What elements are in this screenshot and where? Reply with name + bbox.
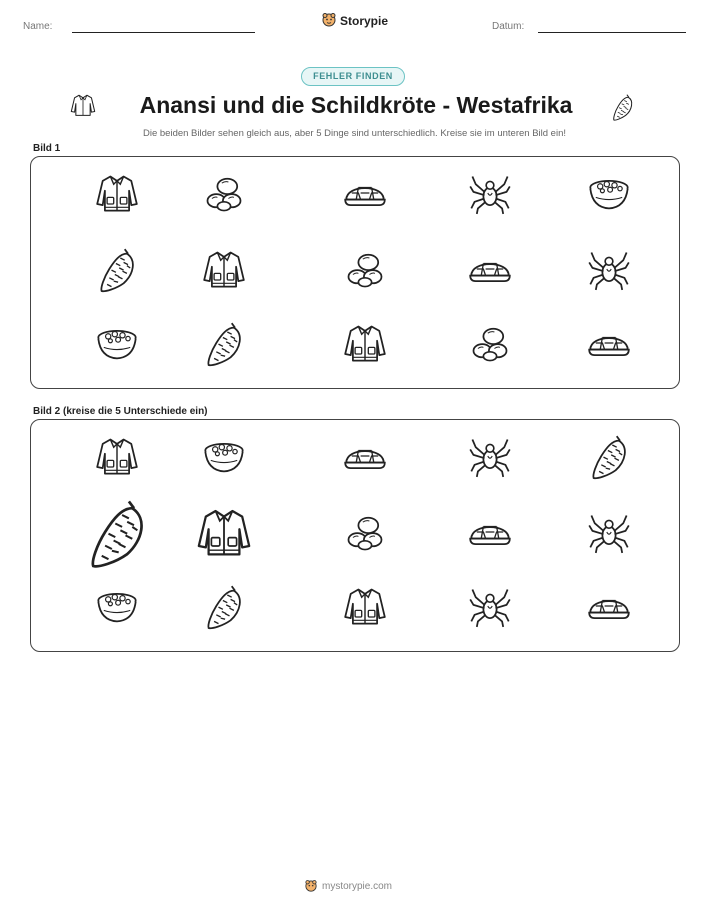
pinecone-icon[interactable]	[202, 584, 246, 628]
jacket-icon	[70, 92, 96, 123]
turtle-shell-icon[interactable]	[343, 171, 387, 215]
brand-logo	[322, 13, 388, 28]
pinecone-icon[interactable]	[95, 247, 139, 291]
jacket-icon[interactable]	[95, 434, 139, 478]
spider-icon[interactable]	[587, 247, 631, 291]
storypie-mascot-icon	[322, 13, 336, 28]
spider-icon[interactable]	[468, 171, 512, 215]
turtle-shell-icon[interactable]	[587, 321, 631, 365]
stones-icon[interactable]	[202, 171, 246, 215]
picture1-panel[interactable]	[30, 156, 680, 389]
stew-bowl-icon[interactable]	[95, 584, 139, 628]
pinecone-icon[interactable]	[202, 321, 246, 365]
brand-name: Storypie	[340, 13, 389, 28]
stew-bowl-icon[interactable]	[202, 434, 246, 478]
picture1-label: Bild 1	[33, 143, 61, 154]
turtle-shell-icon[interactable]	[343, 434, 387, 478]
jacket-icon[interactable]	[343, 584, 387, 628]
footer-url: mystorypie.com	[322, 881, 393, 892]
stew-bowl-icon[interactable]	[95, 321, 139, 365]
stones-icon[interactable]	[468, 321, 512, 365]
stones-icon[interactable]	[343, 510, 387, 554]
stones-icon[interactable]	[343, 247, 387, 291]
jacket-icon[interactable]	[202, 247, 246, 291]
stew-bowl-icon[interactable]	[587, 171, 631, 215]
spider-icon[interactable]	[468, 584, 512, 628]
name-line[interactable]	[72, 32, 255, 33]
storypie-mascot-icon	[305, 880, 317, 893]
page-title: Anansi und die Schildkröte - Westafrika	[139, 92, 573, 118]
instructions: Die beiden Bilder sehen gleich aus, aber 5 Dinge sind unterschiedlich. Kreise sie im unteren Bild ein!	[143, 128, 566, 139]
jacket-icon[interactable]	[343, 321, 387, 365]
footer	[305, 880, 392, 893]
jacket-icon[interactable]	[95, 171, 139, 215]
turtle-shell-icon[interactable]	[468, 247, 512, 291]
pinecone-icon[interactable]	[587, 434, 631, 478]
activity-badge: FEHLER FINDEN	[301, 67, 405, 86]
picture2-panel[interactable]	[30, 419, 680, 652]
spider-icon[interactable]	[468, 434, 512, 478]
date-line[interactable]	[538, 32, 686, 33]
turtle-shell-icon[interactable]	[468, 510, 512, 554]
pinecone-icon[interactable]	[83, 498, 151, 566]
spider-icon[interactable]	[587, 510, 631, 554]
picture2-label: Bild 2 (kreise die 5 Unterschiede ein)	[33, 406, 208, 417]
jacket-icon[interactable]	[196, 504, 252, 560]
date-label: Datum:	[492, 21, 525, 32]
turtle-shell-icon[interactable]	[587, 584, 631, 628]
name-label: Name:	[23, 21, 53, 32]
pinecone-icon	[610, 92, 636, 127]
